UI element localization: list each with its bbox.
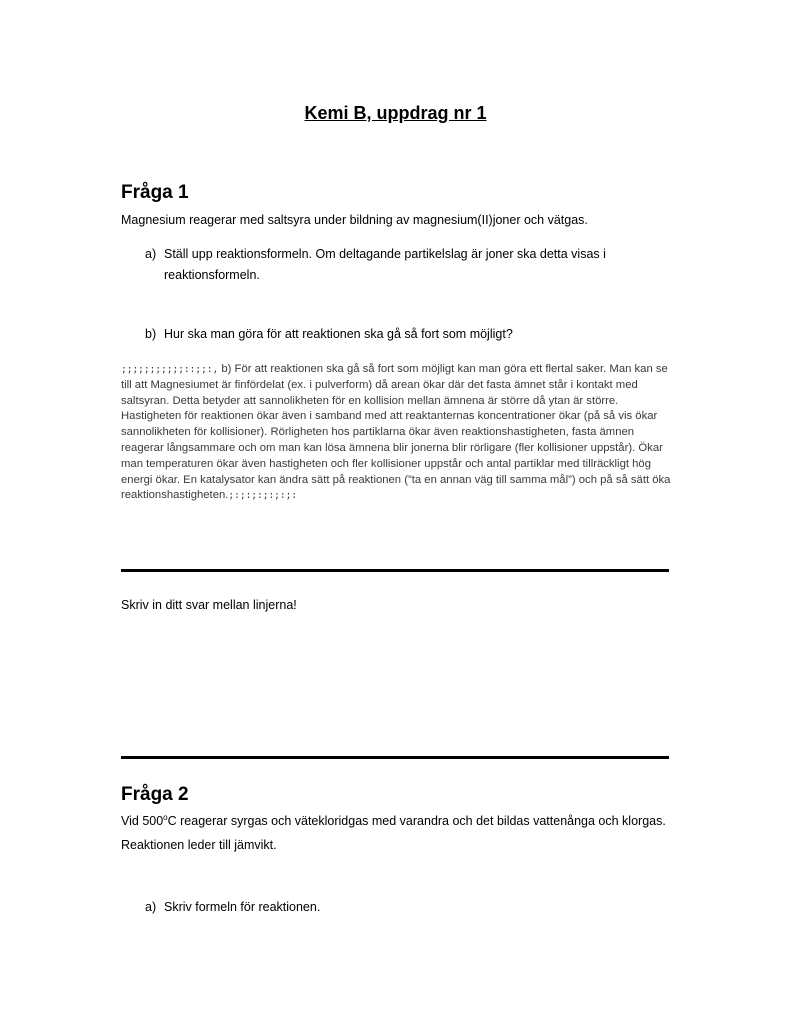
question-2-intro-pre: Vid 500 [121,814,164,828]
question-1a-marker: a) [145,247,157,261]
question-2a-text: Skriv formeln för reaktionen. [164,900,321,914]
answer-prefix: ;;;;;;;;;;;::;;:, [121,364,219,375]
answer-body: b) För att reaktionen ska gå så fort som möjligt kan man göra ett flertal saker. Man kan se till att Magnesiumet är finfördelat (ex. i pulverform) då arean ökar där det fasta ämnet står i kontakt med saltsyran. Detta betyder att sannolikheten för en kollision mellan ämnena är större då ytan är större. Hastigheten för reaktionen ökar även i samband med att reaktanternas koncentrationer ökar (på så vis ökar sannolikheten för kollisioner). Rörligheten hos partiklarna ökar även reaktionshastigheten, fasta ämnen reagerar långsammare och om man kan lösa ämnena blir jonerna blir rörligare (fler kollisioner uppstår). Ökar man temperaturen ökar även hastigheten och fler kollisioner uppstår och antal partiklar med tillräckligt hög energi ökar. En katalysator kan ändra sätt på reaktionen (”ta en annan väg till samma mål”) och på så sätt öka reaktionshastigheten. [121,363,671,502]
answer-divider-top [121,569,669,572]
question-1a [145,244,665,286]
question-1b-text: Hur ska man göra för att reaktionen ska gå så fort som möjligt? [164,327,513,341]
question-2a-marker: a) [145,900,157,914]
question-1b [145,324,665,345]
question-2a [145,897,665,918]
answer-instruction: Skriv in ditt svar mellan linjerna! [121,598,297,612]
question-2-intro [121,809,681,857]
degree-sign: o [163,812,168,822]
question-1-heading: Fråga 1 [121,182,189,203]
question-2-heading: Fråga 2 [121,784,189,805]
question-1b-marker: b) [145,327,157,341]
document-title: Kemi B, uppdrag nr 1 [304,103,487,123]
question-1-intro: Magnesium reagerar med saltsyra under bildning av magnesium(II)joner och vätgas. [121,213,588,227]
answer-suffix: ;:;:;:;:;:;: [228,490,298,502]
question-1a-text: Ställ upp reaktionsformeln. Om deltagande partikelslag är joner ska detta visas i reaktionsformeln. [164,247,606,282]
answer-divider-bottom [121,756,669,759]
question-2-intro-post: C reagerar syrgas och vätekloridgas med varandra och det bildas vattenånga och klorgas. Reaktionen leder till jämvikt. [121,814,666,852]
answer-text-area[interactable] [121,362,674,504]
